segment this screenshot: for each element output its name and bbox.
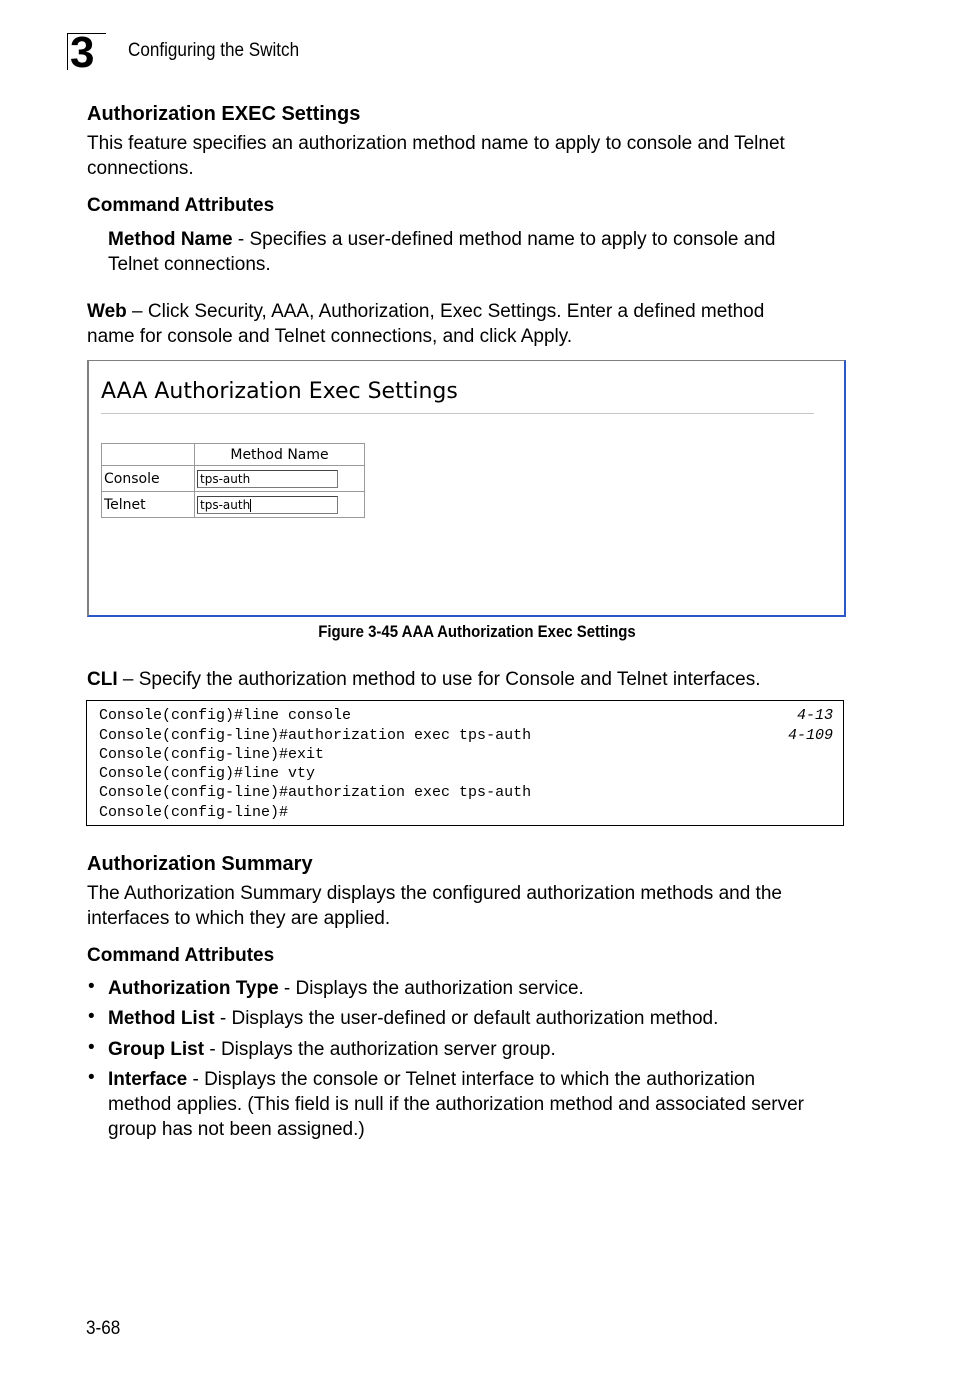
chapter-number: 3	[70, 28, 94, 77]
summary-intro-line-2: interfaces to which they are applied.	[87, 908, 391, 929]
cli-label: CLI	[87, 669, 118, 690]
screenshot-panel	[87, 360, 846, 617]
running-title: Configuring the Switch	[128, 40, 300, 61]
bullet-term: Method List	[108, 1008, 215, 1029]
command-attributes-heading: Command Attributes	[87, 195, 275, 216]
telnet-method-value: tps-auth	[200, 497, 251, 512]
bullet-4-line-3: group has not been assigned.)	[108, 1119, 365, 1140]
list-item	[108, 976, 584, 1001]
intro-line-2: connections.	[87, 158, 194, 179]
text-cursor	[250, 499, 251, 512]
code-line: Console(config-line)#authorization exec tps-auth	[99, 727, 532, 744]
code-line: Console(config)#line vty	[99, 765, 316, 782]
intro-line-1: This feature specifies an authorization method name to apply to console and Telnet	[87, 133, 785, 154]
header-blank-cell	[102, 444, 195, 466]
table-header-row	[102, 444, 365, 466]
row-cell-console	[195, 466, 365, 492]
row-label-telnet: Telnet	[102, 492, 195, 518]
list-item	[108, 1006, 718, 1031]
summary-intro-line-1: The Authorization Summary displays the configured authorization methods and the	[87, 883, 782, 904]
cli-text: – Specify the authorization method to use for Console and Telnet interfaces.	[117, 669, 761, 690]
web-label: Web	[87, 301, 127, 322]
table-row	[102, 466, 365, 492]
code-line: Console(config)#line console	[99, 707, 352, 724]
code-line: Console(config-line)#	[99, 804, 289, 821]
column-header-method-name: Method Name	[195, 444, 365, 466]
row-label-console: Console	[102, 466, 195, 492]
bullet-term: Authorization Type	[108, 978, 279, 999]
bullet-desc: - Displays the user-defined or default authorization method.	[214, 1008, 719, 1029]
bullet-marker: •	[88, 976, 95, 997]
web-text: – Click Security, AAA, Authorization, Exec Settings. Enter a defined method	[126, 301, 765, 322]
bullet-term: Interface	[108, 1069, 188, 1090]
section-title-exec: Authorization EXEC Settings	[87, 103, 361, 125]
bullet-desc: - Displays the authorization service.	[278, 978, 584, 999]
section-title-summary: Authorization Summary	[87, 853, 313, 875]
attr-desc: - Specifies a user-defined method name to apply to console and	[232, 229, 776, 250]
bullet-desc: - Displays the authorization server group.	[204, 1039, 556, 1060]
command-attributes-heading-2: Command Attributes	[87, 945, 275, 966]
cli-code-block	[86, 700, 844, 826]
list-item	[108, 1037, 556, 1062]
bullet-marker: •	[88, 1006, 95, 1027]
telnet-method-input[interactable]	[197, 496, 338, 514]
attr-method-name	[108, 227, 775, 252]
console-method-input[interactable]: tps-auth	[197, 470, 338, 488]
figure-caption: Figure 3-45 AAA Authorization Exec Settings	[318, 622, 636, 641]
row-cell-telnet	[195, 492, 365, 518]
attr-desc-line-2: Telnet connections.	[108, 254, 271, 275]
page-number: 3-68	[86, 1318, 121, 1339]
cli-instructions	[87, 667, 760, 692]
method-name-table	[101, 443, 365, 518]
attr-term: Method Name	[108, 229, 233, 250]
panel-divider	[101, 413, 814, 414]
table-row	[102, 492, 365, 518]
code-line: Console(config-line)#authorization exec tps-auth	[99, 784, 532, 801]
bullet-4-line-2: method applies. (This field is null if the authorization method and associated server	[108, 1094, 804, 1115]
bullet-desc: - Displays the console or Telnet interface to which the authorization	[187, 1069, 756, 1090]
list-item	[108, 1067, 755, 1092]
code-ref: 4-13	[796, 707, 833, 724]
web-instructions	[87, 299, 764, 324]
code-ref: 4-109	[787, 727, 833, 744]
bullet-marker: •	[88, 1067, 95, 1088]
web-instructions-line-2: name for console and Telnet connections, and click Apply.	[87, 326, 573, 347]
code-line: Console(config-line)#exit	[99, 746, 325, 763]
panel-title: AAA Authorization Exec Settings	[101, 379, 458, 404]
bullet-marker: •	[88, 1037, 95, 1058]
bullet-term: Group List	[108, 1039, 205, 1060]
